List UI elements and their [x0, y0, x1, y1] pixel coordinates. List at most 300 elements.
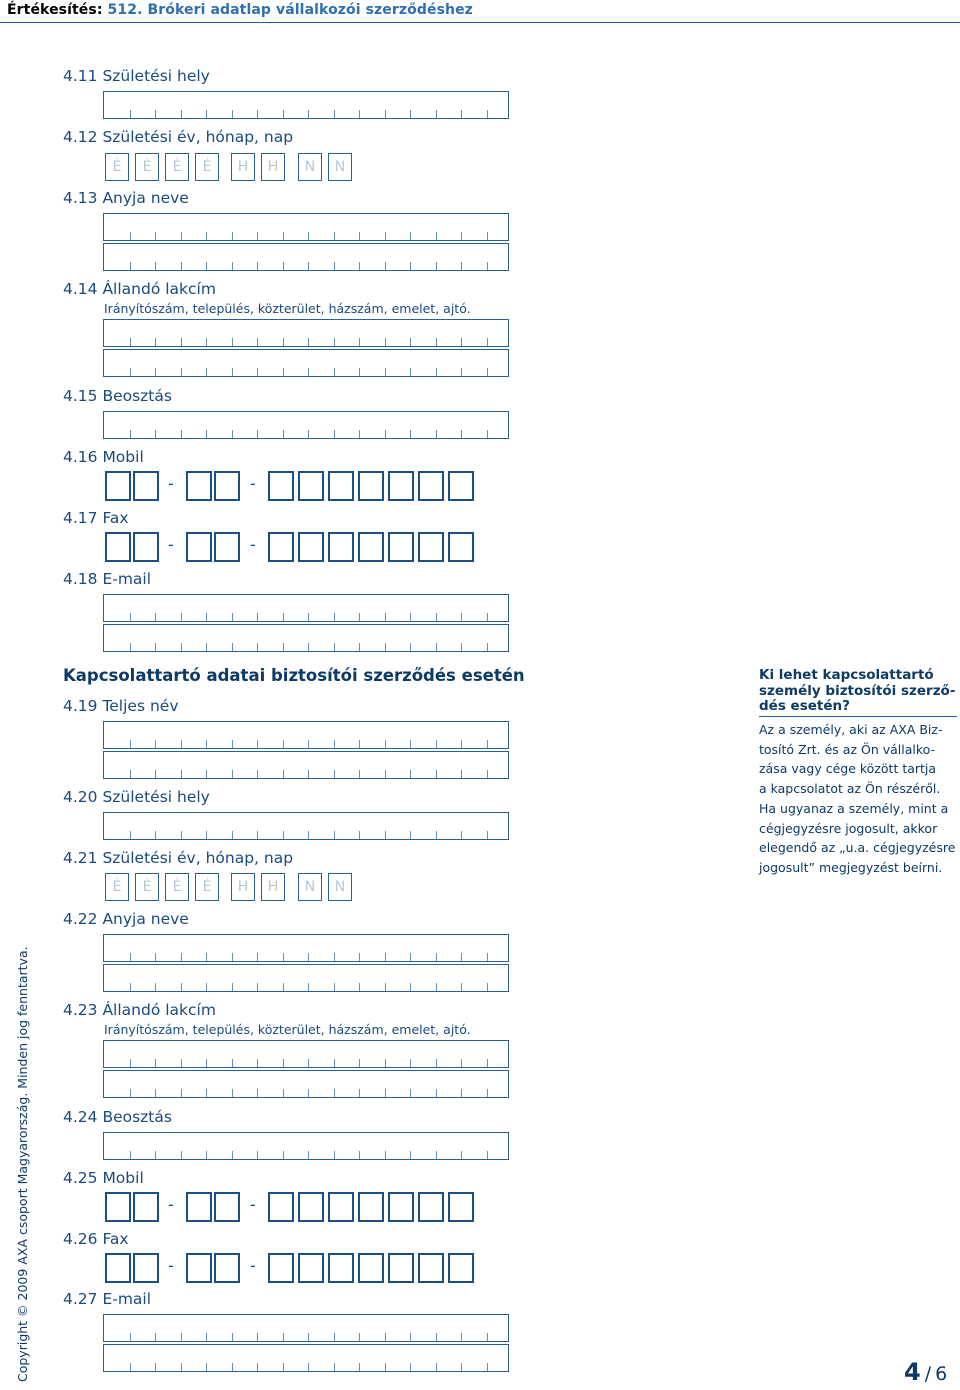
cell-tick	[385, 262, 386, 270]
cell-tick	[461, 831, 462, 839]
phone-digit-box[interactable]	[133, 1253, 159, 1283]
cell-tick	[232, 1059, 233, 1067]
phone-digit-box[interactable]	[448, 532, 474, 562]
cell-tick	[436, 368, 437, 376]
phone-separator: -	[250, 535, 256, 554]
phone-digit-box[interactable]	[133, 1192, 159, 1222]
cell-tick	[283, 770, 284, 778]
cell-tick	[181, 110, 182, 118]
cell-tick	[410, 770, 411, 778]
cell-tick	[308, 1151, 309, 1159]
page-current: 4	[904, 1358, 921, 1386]
cell-tick	[436, 740, 437, 748]
label-address: 4.14 Állandó lakcím	[63, 280, 216, 298]
date-digit-box[interactable]: É	[105, 873, 129, 901]
phone-digit-box[interactable]	[268, 1253, 294, 1283]
cell-tick	[130, 953, 131, 961]
phone-digit-box[interactable]	[388, 471, 414, 501]
phone-digit-box[interactable]	[186, 471, 212, 501]
cell-tick	[436, 643, 437, 651]
cell-tick	[385, 643, 386, 651]
address-field-2[interactable]	[103, 349, 509, 377]
cell-tick	[206, 1363, 207, 1371]
cell-tick	[232, 770, 233, 778]
cell-tick	[283, 262, 284, 270]
phone-digit-box[interactable]	[448, 1192, 474, 1222]
cell-tick	[385, 740, 386, 748]
cell-tick	[487, 430, 488, 438]
cell-tick	[308, 831, 309, 839]
cell-tick	[385, 613, 386, 621]
phone-digit-box[interactable]	[418, 471, 444, 501]
sidebar-body-line: zása vagy cége között tartja	[759, 761, 937, 777]
cell-tick	[206, 1089, 207, 1097]
cell-tick	[385, 368, 386, 376]
cell-tick	[130, 740, 131, 748]
email-field-1[interactable]	[103, 594, 509, 622]
label-mother-name: 4.13 Anyja neve	[63, 189, 189, 207]
cell-tick	[461, 983, 462, 991]
cell-tick	[130, 1151, 131, 1159]
phone-digit-box[interactable]	[214, 1253, 240, 1283]
cell-tick	[308, 1059, 309, 1067]
phone-digit-box[interactable]	[214, 471, 240, 501]
label-contact-birth-place: 4.20 Születési hely	[63, 788, 210, 806]
page-header	[7, 2, 473, 18]
cell-tick	[436, 1333, 437, 1341]
cell-tick	[130, 643, 131, 651]
cell-tick	[130, 232, 131, 240]
cell-tick	[130, 770, 131, 778]
label-contact-mobile: 4.25 Mobil	[63, 1169, 144, 1187]
cell-tick	[334, 613, 335, 621]
cell-tick	[308, 368, 309, 376]
cell-tick	[487, 338, 488, 346]
phone-digit-box[interactable]	[214, 1192, 240, 1222]
cell-tick	[410, 232, 411, 240]
phone-digit-box[interactable]	[448, 1253, 474, 1283]
sidebar-title-line: Ki lehet kapcsolattartó	[759, 667, 934, 683]
cell-tick	[308, 613, 309, 621]
cell-tick	[283, 953, 284, 961]
cell-tick	[359, 262, 360, 270]
phone-digit-box[interactable]	[268, 532, 294, 562]
cell-tick	[130, 430, 131, 438]
cell-tick	[155, 232, 156, 240]
cell-tick	[436, 338, 437, 346]
label-fax: 4.17 Fax	[63, 509, 129, 527]
position-field[interactable]	[103, 411, 509, 439]
label-contact-birth-date: 4.21 Születési év, hónap, nap	[63, 849, 294, 867]
cell-tick	[436, 430, 437, 438]
cell-tick	[461, 1089, 462, 1097]
cell-tick	[206, 983, 207, 991]
cell-tick	[487, 613, 488, 621]
phone-digit-box[interactable]	[105, 1192, 131, 1222]
cell-tick	[283, 110, 284, 118]
cell-tick	[359, 430, 360, 438]
cell-tick	[283, 831, 284, 839]
cell-tick	[257, 430, 258, 438]
cell-tick	[308, 262, 309, 270]
cell-tick	[359, 1089, 360, 1097]
cell-tick	[155, 1333, 156, 1341]
cell-tick	[155, 1363, 156, 1371]
date-digit-box[interactable]: É	[165, 873, 189, 901]
cell-tick	[487, 262, 488, 270]
contact-address-field-2[interactable]	[103, 1070, 509, 1098]
mother-name-field-1[interactable]	[103, 213, 509, 241]
cell-tick	[181, 430, 182, 438]
cell-tick	[487, 1059, 488, 1067]
cell-tick	[155, 1151, 156, 1159]
cell-tick	[308, 1333, 309, 1341]
cell-tick	[232, 110, 233, 118]
phone-digit-box[interactable]	[268, 471, 294, 501]
phone-digit-box[interactable]	[186, 532, 212, 562]
label-email: 4.18 E-mail	[63, 570, 152, 588]
phone-digit-box[interactable]	[298, 1192, 324, 1222]
cell-tick	[257, 770, 258, 778]
phone-digit-box[interactable]	[298, 532, 324, 562]
cell-tick	[461, 232, 462, 240]
contact-address-field-1[interactable]	[103, 1040, 509, 1068]
cell-tick	[410, 338, 411, 346]
label-birth-date: 4.12 Születési év, hónap, nap	[63, 128, 294, 146]
cell-tick	[385, 983, 386, 991]
cell-tick	[181, 1151, 182, 1159]
phone-digit-box[interactable]	[298, 471, 324, 501]
cell-tick	[181, 643, 182, 651]
phone-separator: -	[250, 474, 256, 493]
cell-tick	[359, 1151, 360, 1159]
phone-digit-box[interactable]	[328, 471, 354, 501]
cell-tick	[181, 368, 182, 376]
cell-tick	[461, 430, 462, 438]
cell-tick	[181, 232, 182, 240]
phone-digit-box[interactable]	[358, 1253, 384, 1283]
cell-tick	[206, 232, 207, 240]
phone-digit-box[interactable]	[328, 1192, 354, 1222]
cell-tick	[359, 953, 360, 961]
phone-digit-box[interactable]	[105, 471, 131, 501]
cell-tick	[181, 1363, 182, 1371]
phone-separator: -	[250, 1256, 256, 1275]
email-field-2[interactable]	[103, 624, 509, 652]
cell-tick	[359, 1333, 360, 1341]
cell-tick	[436, 1089, 437, 1097]
cell-tick	[257, 983, 258, 991]
date-digit-box[interactable]: É	[105, 153, 129, 181]
cell-tick	[206, 338, 207, 346]
cell-tick	[206, 613, 207, 621]
cell-tick	[385, 232, 386, 240]
cell-tick	[181, 338, 182, 346]
cell-tick	[334, 430, 335, 438]
cell-tick	[206, 262, 207, 270]
cell-tick	[232, 983, 233, 991]
date-digit-box[interactable]: H	[231, 873, 255, 901]
label-birth-place: 4.11 Születési hely	[63, 67, 210, 85]
phone-digit-box[interactable]	[186, 1192, 212, 1222]
phone-separator: -	[250, 1195, 256, 1214]
label-contact-position: 4.24 Beosztás	[63, 1108, 172, 1126]
phone-digit-box[interactable]	[358, 471, 384, 501]
cell-tick	[334, 740, 335, 748]
cell-tick	[410, 1151, 411, 1159]
cell-tick	[410, 430, 411, 438]
sidebar-divider	[759, 716, 957, 717]
cell-tick	[206, 1151, 207, 1159]
contact-position-field[interactable]	[103, 1132, 509, 1160]
cell-tick	[155, 983, 156, 991]
phone-digit-box[interactable]	[388, 532, 414, 562]
phone-separator: -	[168, 1256, 174, 1275]
cell-tick	[232, 953, 233, 961]
cell-tick	[181, 1333, 182, 1341]
cell-tick	[334, 770, 335, 778]
cell-tick	[283, 613, 284, 621]
phone-digit-box[interactable]	[448, 471, 474, 501]
cell-tick	[283, 643, 284, 651]
cell-tick	[487, 232, 488, 240]
cell-tick	[232, 1363, 233, 1371]
date-digit-box[interactable]: É	[195, 873, 219, 901]
phone-digit-box[interactable]	[133, 471, 159, 501]
cell-tick	[410, 1333, 411, 1341]
cell-tick	[232, 430, 233, 438]
cell-tick	[385, 1333, 386, 1341]
cell-tick	[257, 262, 258, 270]
cell-tick	[308, 983, 309, 991]
cell-tick	[206, 831, 207, 839]
cell-tick	[155, 430, 156, 438]
date-digit-box[interactable]: H	[261, 153, 285, 181]
date-digit-box[interactable]: N	[298, 873, 322, 901]
date-digit-box[interactable]: É	[195, 153, 219, 181]
cell-tick	[308, 1363, 309, 1371]
sidebar-body	[759, 720, 959, 878]
sidebar-title	[759, 668, 959, 715]
cell-tick	[206, 1059, 207, 1067]
cell-tick	[487, 983, 488, 991]
cell-tick	[257, 338, 258, 346]
cell-tick	[181, 953, 182, 961]
cell-tick	[461, 110, 462, 118]
cell-tick	[308, 740, 309, 748]
cell-tick	[257, 1089, 258, 1097]
label-full-name: 4.19 Teljes név	[63, 697, 179, 715]
cell-tick	[283, 368, 284, 376]
phone-digit-box[interactable]	[214, 532, 240, 562]
contact-section-title: Kapcsolattartó adatai biztosítói szerződés esetén	[63, 666, 525, 685]
cell-tick	[232, 740, 233, 748]
phone-digit-box[interactable]	[388, 1253, 414, 1283]
cell-tick	[206, 110, 207, 118]
cell-tick	[334, 1059, 335, 1067]
cell-tick	[308, 232, 309, 240]
cell-tick	[232, 1333, 233, 1341]
cell-tick	[283, 1151, 284, 1159]
contact-mother-name-field-1[interactable]	[103, 934, 509, 962]
cell-tick	[410, 740, 411, 748]
cell-tick	[410, 1363, 411, 1371]
cell-tick	[385, 831, 386, 839]
phone-digit-box[interactable]	[133, 532, 159, 562]
cell-tick	[181, 613, 182, 621]
cell-tick	[130, 1363, 131, 1371]
contact-mother-name-field-2[interactable]	[103, 964, 509, 992]
phone-digit-box[interactable]	[105, 1253, 131, 1283]
cell-tick	[410, 262, 411, 270]
cell-tick	[232, 831, 233, 839]
cell-tick	[232, 613, 233, 621]
phone-digit-box[interactable]	[388, 1192, 414, 1222]
sidebar-body-line: a kapcsolatot az Ön részéről.	[759, 781, 941, 797]
cell-tick	[436, 1363, 437, 1371]
date-digit-box[interactable]: H	[231, 153, 255, 181]
cell-tick	[206, 740, 207, 748]
cell-tick	[283, 338, 284, 346]
cell-tick	[461, 740, 462, 748]
cell-tick	[334, 368, 335, 376]
contact-email-field-2[interactable]	[103, 1344, 509, 1372]
phone-digit-box[interactable]	[418, 1253, 444, 1283]
cell-tick	[334, 983, 335, 991]
cell-tick	[130, 613, 131, 621]
cell-tick	[461, 338, 462, 346]
label-position: 4.15 Beosztás	[63, 387, 172, 405]
cell-tick	[130, 1059, 131, 1067]
cell-tick	[334, 262, 335, 270]
phone-digit-box[interactable]	[328, 1253, 354, 1283]
cell-tick	[334, 1333, 335, 1341]
cell-tick	[130, 262, 131, 270]
cell-tick	[155, 338, 156, 346]
phone-digit-box[interactable]	[186, 1253, 212, 1283]
cell-tick	[487, 831, 488, 839]
cell-tick	[385, 770, 386, 778]
cell-tick	[334, 1363, 335, 1371]
cell-tick	[232, 232, 233, 240]
mother-name-field-2[interactable]	[103, 243, 509, 271]
date-digit-box[interactable]: H	[261, 873, 285, 901]
cell-tick	[385, 1151, 386, 1159]
cell-tick	[385, 953, 386, 961]
cell-tick	[181, 262, 182, 270]
cell-tick	[410, 368, 411, 376]
cell-tick	[436, 1151, 437, 1159]
cell-tick	[130, 338, 131, 346]
date-digit-box[interactable]: N	[298, 153, 322, 181]
copyright-notice: Copyright © 2009 AXA csoport Magyarország. Minden jog fenntartva.	[15, 946, 30, 1382]
date-digit-box[interactable]: N	[328, 873, 352, 901]
cell-tick	[410, 831, 411, 839]
cell-tick	[283, 1059, 284, 1067]
contact-birth-place-field[interactable]	[103, 812, 509, 840]
cell-tick	[308, 643, 309, 651]
date-digit-box[interactable]: É	[135, 873, 159, 901]
cell-tick	[410, 613, 411, 621]
header-divider	[0, 22, 960, 23]
cell-tick	[232, 1151, 233, 1159]
cell-tick	[130, 110, 131, 118]
cell-tick	[461, 643, 462, 651]
cell-tick	[334, 831, 335, 839]
cell-tick	[257, 740, 258, 748]
label-contact-mother-name: 4.22 Anyja neve	[63, 910, 189, 928]
phone-digit-box[interactable]	[268, 1192, 294, 1222]
phone-digit-box[interactable]	[298, 1253, 324, 1283]
cell-tick	[487, 1151, 488, 1159]
cell-tick	[410, 1089, 411, 1097]
cell-tick	[232, 368, 233, 376]
cell-tick	[487, 368, 488, 376]
cell-tick	[487, 643, 488, 651]
cell-tick	[436, 770, 437, 778]
phone-digit-box[interactable]	[358, 1192, 384, 1222]
cell-tick	[461, 1363, 462, 1371]
cell-tick	[232, 1089, 233, 1097]
full-name-field-2[interactable]	[103, 751, 509, 779]
cell-tick	[487, 953, 488, 961]
cell-tick	[487, 1333, 488, 1341]
cell-tick	[155, 953, 156, 961]
sidebar-body-line: Az a személy, aki az AXA Biz-	[759, 722, 943, 737]
address-hint: Irányítószám, település, közterület, házszám, emelet, ajtó.	[104, 301, 471, 316]
phone-separator: -	[168, 474, 174, 493]
cell-tick	[410, 1059, 411, 1067]
page-total: 6	[935, 1363, 948, 1385]
sidebar-title-line: személy biztosítói szerző-	[759, 682, 956, 699]
date-digit-box[interactable]: É	[135, 153, 159, 181]
cell-tick	[359, 1363, 360, 1371]
cell-tick	[283, 1333, 284, 1341]
cell-tick	[334, 953, 335, 961]
full-name-field-1[interactable]	[103, 721, 509, 749]
cell-tick	[155, 1059, 156, 1067]
date-digit-box[interactable]: N	[328, 153, 352, 181]
cell-tick	[359, 1059, 360, 1067]
birth-place-field[interactable]	[103, 91, 509, 119]
cell-tick	[206, 770, 207, 778]
cell-tick	[487, 770, 488, 778]
cell-tick	[206, 1333, 207, 1341]
cell-tick	[461, 613, 462, 621]
cell-tick	[410, 953, 411, 961]
cell-tick	[283, 983, 284, 991]
cell-tick	[461, 1059, 462, 1067]
phone-digit-box[interactable]	[328, 532, 354, 562]
phone-digit-box[interactable]	[418, 1192, 444, 1222]
cell-tick	[461, 953, 462, 961]
sidebar-body-line: Ha ugyanaz a személy, mint a	[759, 800, 949, 816]
cell-tick	[359, 338, 360, 346]
cell-tick	[359, 831, 360, 839]
address-field-1[interactable]	[103, 319, 509, 347]
cell-tick	[283, 430, 284, 438]
sidebar-body-line: elegendő az „u.a. cégjegyzésre	[759, 840, 956, 856]
cell-tick	[155, 613, 156, 621]
phone-digit-box[interactable]	[105, 532, 131, 562]
date-digit-box[interactable]: É	[165, 153, 189, 181]
phone-digit-box[interactable]	[418, 532, 444, 562]
phone-digit-box[interactable]	[358, 532, 384, 562]
cell-tick	[155, 262, 156, 270]
contact-email-field-1[interactable]	[103, 1314, 509, 1342]
cell-tick	[257, 1059, 258, 1067]
page-number	[904, 1358, 947, 1386]
